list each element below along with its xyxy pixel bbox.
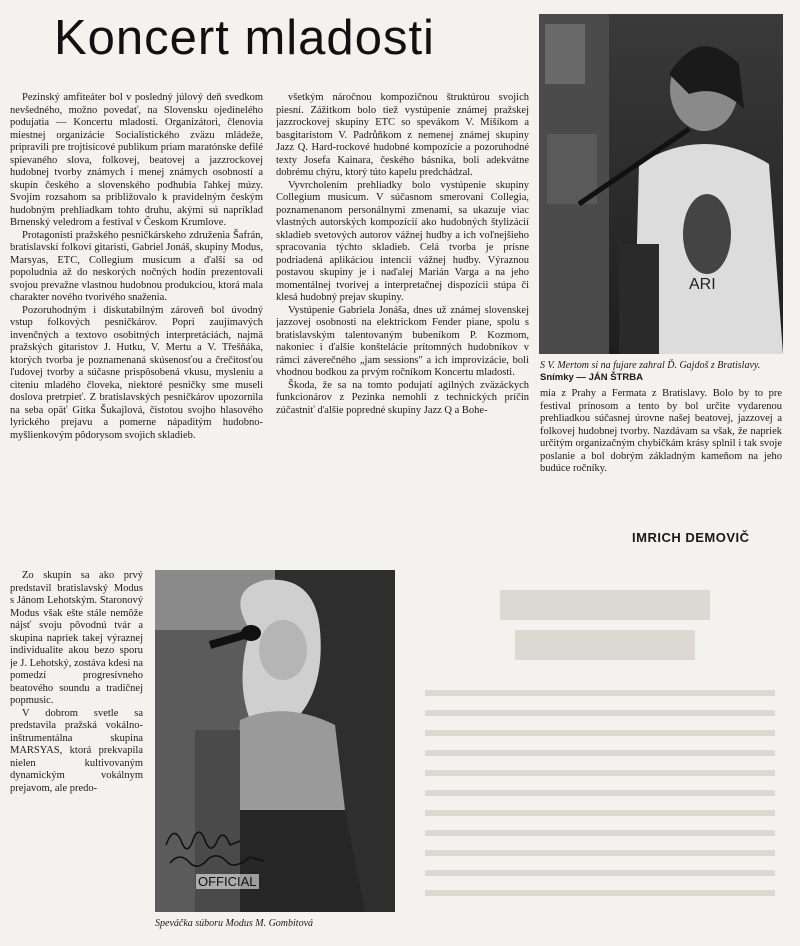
photo-fujara-player [539, 14, 783, 354]
photo-caption-2: Speváčka súboru Modus M. Gombitová [155, 918, 314, 929]
paragraph: Škoda, že sa na tomto podujatí agilných zväzáckych funkcionárov z Pezinka nemohli z technických príčin zúčastniť ďalšie popredné skupiny Jazz Q a Bohe- [276, 379, 529, 416]
paragraph: Pozoruhodným i diskutabilným zároveň bol úvodný vstup folkových pesničkárov. Popri zaujímavých invenčných a textovo osobitných interpretáciách, najmä pražských gitaristov J. Hutku, V. Mertu a V. Třešňáka, ktorých tvorba je poznamenaná skúsenosťou a črečitosťou ľudovej tvorby a súčasne prispôsobená vkusu, mysleniu a citeniu mladého človeka, niektoré pesničky sme museli doslova pretrpieť. Z bratislavských pesničkárov upozornila na seba opäť Gitka Šukajlová, čistotou svojho hlasového lyrického prejavu a pomerne nápaditým hudobno-myšlienkovým pôdorysom svojich skladieb. [10, 304, 263, 441]
author-name: IMRICH DEMOVIČ [632, 530, 750, 545]
paragraph: mia z Prahy a Fermata z Bratislavy. Bolo by to pre festival prínosom a tento by bol určite vydarenou prehliadkou súčasnej úrovne našej beatovej, jazzovej a folkovej hudobnej tvorby. Nazdávam sa však, že napriek určitým organizačným chybičkám krásy splnil i tak svoje poslanie a bol dobrým základným kameňom na jeho budúce ročníky. [540, 388, 782, 474]
signature-label: OFFICIAL [198, 874, 257, 889]
caption-text: S V. Mertom si na fujare zahral Ď. Gajdoš z Bratislavy. [540, 360, 761, 371]
paragraph: Vyvrcholením prehliadky bolo vystúpenie skupiny Collegium musicum. V súčasnom smerovaní Collegia, poznamenanom personálnymi zmenami, sa ukazuje viac vlastných autorských kompozícií ako hudobných štylizácií skladieb svetových autorov vážnej hudby a ich voľnejšieho spracovania týchto skladieb. Celá tvorba je prísne podriadená aplikáciou intencií vážnej hudby. Výraznou postavou skupiny je i naďalej Marián Varga a na jeho momentálnej tvorivej a interpretačnej dispozícii stúpa či klesá hudobný prejav skupiny. [276, 179, 529, 303]
svg-text:ARI: ARI [689, 276, 716, 293]
photo-caption-1 [540, 360, 784, 384]
paragraph: Zo skupín sa ako prvý predstavil bratislavský Modus s Jánom Lehotským. Staronový Modus však ešte stále nemôže nájsť svoju pôvodnú tvár a skupina napriek takej výraznej individualite akou bezo sporu je J. Lehotský, zostáva kdesi na pomedzí progresívneho beatového soundu a tradičnej popmusic. [10, 570, 143, 706]
paragraph: V dobrom svetle sa predstavila pražská vokálno-inštrumentálna skupina MARSYAS, ktorá prekvapila nielen kultivovaným dynamickým vokálnym prejavom, ale predo- [10, 707, 143, 794]
photo-credit: Snímky — JÁN ŠTRBA [540, 372, 643, 383]
article-title: Koncert mladosti [54, 11, 435, 65]
handwritten-signature [160, 815, 280, 875]
article-column-3 [540, 388, 782, 528]
paragraph: Vystúpenie Gabriela Jonáša, dnes už známej slovenskej jazzovej osobnosti na elektrickom Fender piane, spolu s bratislavským talentovaným bubeníkom P. Kozmom, nakoniec i ďalšie konštelácie prítomných hudobníkov v rámci záverečného „jam sessions" a ich improvizácie, boli vhodnou bodkou za prvým ročníkom Koncertu mladosti. [276, 304, 529, 378]
article-column-1 [10, 92, 263, 562]
paragraph: Protagonisti pražského pesničkárskeho združenia Šafrán, bratislavskí folkoví gitaristi, Gabriel Jonáš, skupiny Modus, Marsyas, ETC, Collegium musicum a ďalší sa od popoludnia až do neskorých nočných hodín prezentovali svojou prevažne vlastnou hudobnou produkciou, ktorá mala charakter nového tvorivého snaženia. [10, 229, 263, 303]
paragraph: všetkým náročnou kompozičnou štruktúrou svojich piesní. Zážitkom bolo tiež vystúpenie známej pražskej jazzrockovej skupiny ETC so spevákom V. Mišíkom a basgitaristom V. Padrůňkom z nemenej známej skupiny Jazz Q. Hard-rockové hudobné kompozície a pozoruhodné texty Josefa Kainara, českého básnika, boli adekvátne dobrému chýru, ktorý túto kapelu predchádzal. [276, 92, 529, 178]
article-column-4 [10, 570, 143, 940]
photo-fujara-player-image [539, 14, 783, 354]
paragraph: Pezinský amfiteáter bol v posledný júlový deň svedkom nevšedného, možno povedať, na Slovensku ojedinelého podujatia — Koncertu mladosti. Organizátori, členovia miestnej organizácie Socialistického zväzu mládeže, pripravili pre trojtisícové publikum priam maratónske defilé spievaného slova, folkovej, beatovej a jazzrockovej hudobnej tvorby známych i menej známych osobností a skupín českého a slovenského podhubia ľahkej múzy. Svojím rozsahom sa približovalo k pravidelným českým hudobným prehliadkam tohto druhu, akými sú napríklad Brnenský veledrom a festival v Českom Krumlove. [10, 92, 263, 228]
bleed-through-background [405, 550, 795, 940]
article-column-2 [276, 92, 529, 544]
